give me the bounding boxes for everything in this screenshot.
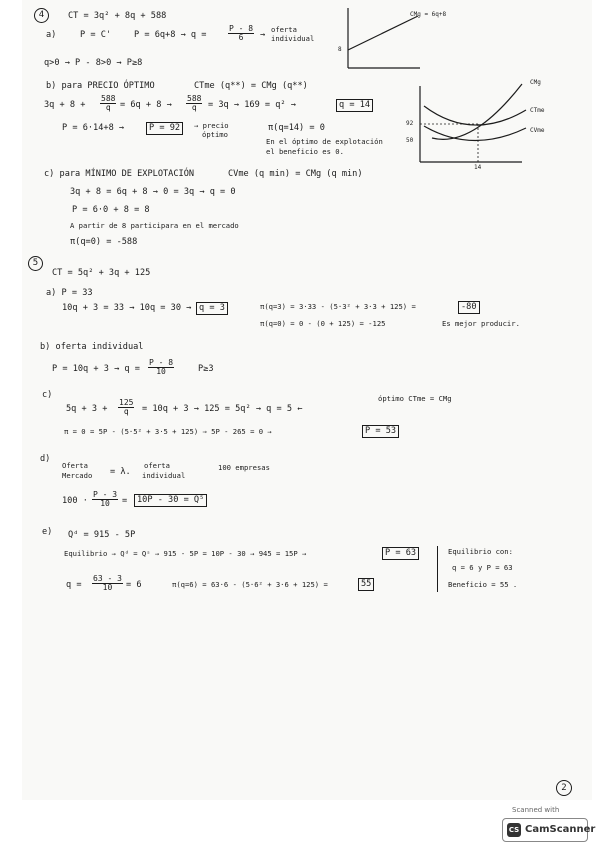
p5-d-equals: = λ. [110, 467, 131, 477]
p5-b-condition: P≥3 [198, 364, 214, 374]
p5-c-line1-b: = 10q + 3 → 125 = 5q² → q = 5 ← [142, 404, 303, 414]
p4-a-equation: P = 6q+8 → q = [134, 30, 207, 40]
p5-d-line2-b: = [122, 496, 128, 506]
graph1-cmg-label: CMg = 6q+8 [410, 11, 447, 18]
p5-e-q-calc-b: = 6 [126, 580, 142, 590]
p4-b-line1-a: 3q + 8 + [44, 100, 86, 110]
p5-e-summary-1: Equilibrio con: [448, 547, 513, 556]
p5-c-label: c) [42, 390, 53, 400]
p5-e-equilibrium: Equilibrio → Qᵈ = Qˢ → 915 - 5P = 10P - 30 → 945 = 15P → [64, 549, 307, 558]
p4-b-q-result: q = 14 [336, 99, 373, 112]
p4-c-label: c) para MÍNIMO DE EXPLOTACIÓN [44, 169, 195, 179]
p4-b-optimo: óptimo [202, 130, 228, 139]
p4-cost-function: CT = 3q² + 8q + 588 [68, 11, 167, 21]
graph2-cvme-curve [424, 126, 526, 141]
p4-a-individual: individual [271, 34, 315, 43]
p4-b-price-result: P = 92 [146, 122, 183, 135]
p5-a-q-result: q = 3 [196, 302, 228, 315]
p5-a-profit2: π(q=0) = 0 - (0 + 125) = -125 [260, 319, 386, 328]
p4-b-frac2 [186, 95, 202, 113]
p5-a-label: a) P = 33 [46, 288, 93, 298]
p5-c-optimum-note: óptimo CTme = CMg [378, 394, 452, 403]
graph2-ctme-curve [424, 106, 526, 125]
p5-c-line2: π = 0 = 5P - (5·5² + 3·5 + 125) ⇒ 5P - 265 = 0 → [64, 427, 272, 436]
notebook-sheet [22, 0, 592, 800]
graph2-x-14: 14 [474, 164, 482, 171]
p4-cmg-graph [338, 8, 478, 72]
p4-c-line2: P = 6·0 + 8 = 8 [72, 205, 150, 215]
p4-b-label: b) para PRECIO ÓPTIMO [46, 81, 155, 91]
graph1-cmg-line [348, 16, 418, 50]
p4-a-oferta: oferta [271, 25, 297, 34]
graph2-ctme-label: CTme [530, 107, 545, 114]
p4-b-note2: el beneficio es 0. [266, 147, 344, 156]
p5-d-label: d) [40, 454, 51, 464]
p5-e-frac-num: 63 - 3 [93, 574, 122, 583]
p4-b-note1: En el óptimo de explotación [266, 137, 383, 146]
p4-c-line1: 3q + 8 = 6q + 8 → 0 = 3q → q = 0 [70, 187, 236, 197]
p5-d-line2-a: 100 · [62, 496, 88, 506]
p5-d-fraction [92, 491, 118, 509]
p4-b-frac1 [100, 95, 116, 113]
camscanner-name: CamScanner [525, 824, 596, 835]
p5-d-frac-num: P - 3 [93, 490, 118, 499]
p5-b-frac-den: 10 [156, 367, 166, 377]
p4-c-line4: π(q=0) = -588 [70, 237, 138, 247]
p5-e-profit-value: 55 [358, 578, 374, 591]
p5-b-fraction [148, 359, 174, 377]
p5-a-note: Es mejor producir. [442, 319, 520, 328]
page-number: 2 [556, 780, 572, 796]
p5-e-q-calc-a: q = [66, 580, 82, 590]
p5-a-profit1: π(q=3) = 3·33 - (5·3² + 3·3 + 125) = [260, 302, 416, 311]
p5-c-frac-num: 125 [119, 398, 134, 407]
p4-b-frac1-den: q [105, 103, 111, 113]
p5-e-summary-3: Beneficio = 55 . [448, 580, 518, 589]
p4-c-line3: A partir de 8 participara en el mercado [70, 221, 239, 230]
p4-a-arrow: → [260, 30, 266, 40]
p5-d-individual: individual [142, 471, 186, 480]
p5-e-frac-den: 10 [102, 583, 113, 593]
problem-5-number: 5 [28, 256, 43, 271]
p4-cost-curves-graph [402, 78, 572, 170]
p4-c-condition: CVme (q min) = CMg (q min) [228, 169, 363, 179]
p5-e-divider [437, 546, 438, 592]
p5-c-line1-a: 5q + 3 + [66, 404, 108, 414]
p4-a-label: a) [46, 30, 57, 40]
p4-a-frac-den: 6 [238, 33, 244, 43]
p5-a-line1: 10q + 3 = 33 → 10q = 30 → [62, 303, 192, 313]
p5-d-mercado: Mercado [62, 471, 93, 480]
p4-b-condition: CTme (q**) = CMg (q**) [194, 81, 308, 91]
p4-b-line1-c: = 3q → 169 = q² → [208, 100, 296, 110]
p5-d-frac-den: 10 [100, 499, 110, 509]
p5-c-frac-den: q [123, 407, 129, 417]
problem-4-number: 4 [34, 8, 49, 23]
p5-c-price-result: P = 53 [362, 425, 399, 438]
p4-b-line1-b: = 6q + 8 → [120, 100, 172, 110]
p5-d-market-supply: 10P - 30 = Q⁵ [134, 494, 207, 507]
p4-b-frac2-num: 588 [187, 94, 202, 103]
p4-a-supply-condition: q>0 → P - 8>0 → P≥8 [44, 58, 143, 68]
p4-b-precio: → precio [194, 121, 229, 130]
p5-e-label: e) [42, 527, 53, 537]
p5-e-price-result: P = 63 [382, 547, 419, 560]
scanned-with-text: Scanned with [512, 806, 560, 814]
graph2-y-50: 50 [406, 137, 414, 144]
graph2-cmg-label: CMg [530, 79, 541, 86]
p5-d-firms: 100 empresas [218, 463, 270, 472]
p5-b-label: b) oferta individual [40, 342, 144, 352]
p4-b-price-calc: P = 6·14+8 → [62, 123, 125, 133]
camscanner-watermark [500, 806, 596, 842]
p5-e-summary-2: q = 6 y P = 63 [452, 563, 513, 572]
graph2-cvme-label: CVme [530, 127, 545, 134]
p5-b-line1: P = 10q + 3 → q = [52, 364, 140, 374]
p5-e-fraction [92, 575, 123, 593]
p5-cost-function: CT = 5q² + 3q + 125 [52, 268, 151, 278]
p5-d-oferta-ind: oferta [144, 461, 170, 470]
camscanner-logo [502, 818, 596, 842]
p5-e-demand: Qᵈ = 915 - 5P [68, 530, 136, 540]
p4-b-profit: π(q=14) = 0 [268, 123, 325, 133]
p5-a-profit1-value: -80 [458, 301, 480, 314]
p5-e-profit: π(q=6) = 63·6 - (5·6² + 3·6 + 125) = [172, 580, 328, 589]
graph1-y-intercept: 8 [338, 46, 342, 53]
p4-b-frac2-den: q [191, 103, 197, 113]
graph2-y-92: 92 [406, 120, 414, 127]
camscanner-icon: CS [507, 823, 521, 837]
p4-a-condition: P = C' [80, 30, 112, 40]
p4-a-fraction [228, 25, 254, 43]
p4-a-frac-num: P - 8 [229, 24, 254, 33]
p5-b-frac-num: P - 8 [149, 358, 174, 367]
p5-c-fraction [118, 399, 134, 417]
p5-d-oferta: Oferta [62, 461, 88, 470]
p4-b-frac1-num: 588 [101, 94, 116, 103]
graph2-cmg-curve [432, 84, 522, 139]
